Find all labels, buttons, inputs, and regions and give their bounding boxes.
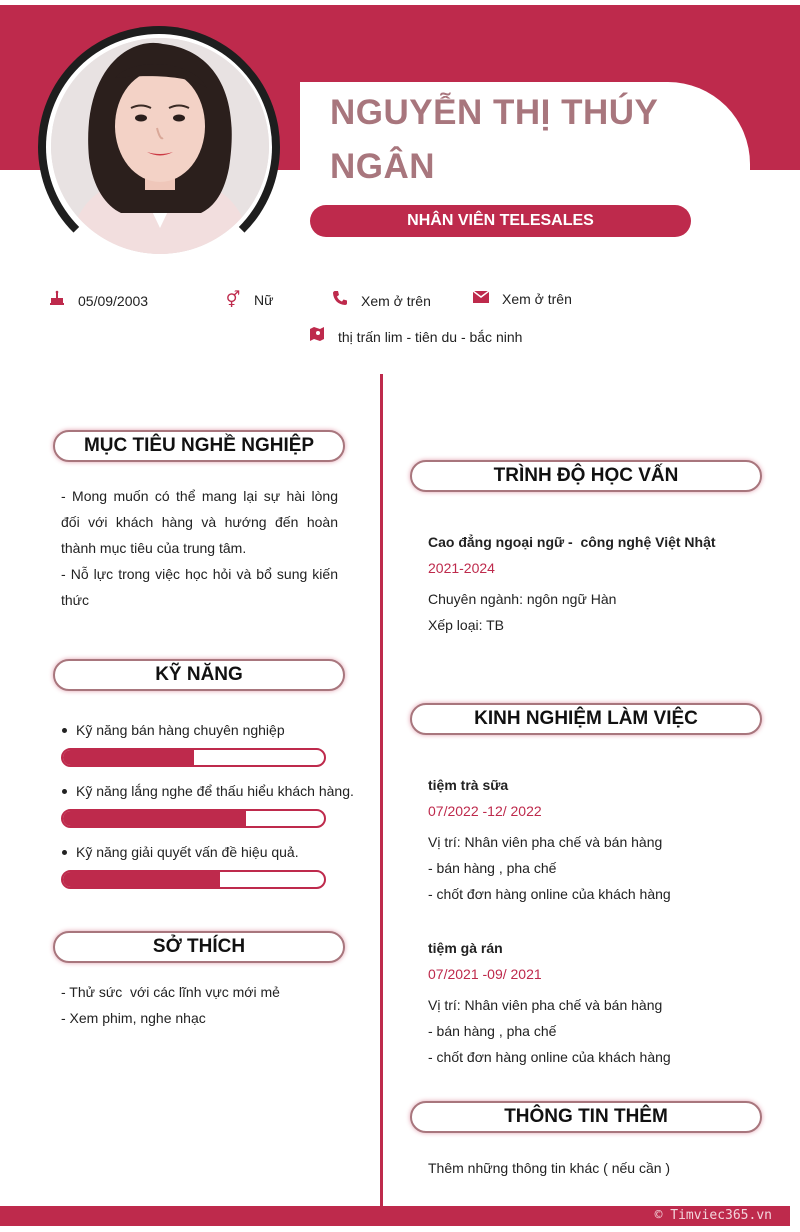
- address-value: thị trấn lim - tiên du - bắc ninh: [338, 328, 523, 345]
- email-row: [472, 290, 572, 308]
- additional-info-text: Thêm những thông tin khác ( nếu cần ): [428, 1160, 671, 1176]
- phone-icon: [331, 290, 349, 311]
- gender-row: [224, 290, 273, 310]
- education-period: 2021-2024: [428, 560, 495, 576]
- job-detail: - chốt đơn hàng online của khách hàng: [428, 886, 671, 902]
- skill-label: Kỹ năng lắng nghe để thấu hiểu khách hàng.: [76, 783, 354, 799]
- job-period: 07/2021 -09/ 2021: [428, 966, 542, 982]
- objective-heading: MỤC TIÊU NGHỀ NGHIỆP: [53, 430, 345, 462]
- birthday-row: [48, 290, 148, 311]
- education-heading: TRÌNH ĐỘ HỌC VẤN: [410, 460, 762, 492]
- education-block: [428, 529, 768, 638]
- skill-bar: [61, 809, 326, 828]
- company-name: tiệm gà rán: [428, 940, 503, 956]
- gender-value: Nữ: [254, 292, 274, 308]
- skill-item: [62, 844, 299, 860]
- avatar: [51, 38, 269, 254]
- candidate-name: NGUYỄN THỊ THÚY NGÂN: [330, 93, 658, 186]
- map-icon: [308, 326, 326, 347]
- skill-bar-fill: [63, 811, 246, 826]
- hobbies-heading: SỞ THÍCH: [53, 931, 345, 963]
- skill-bar: [61, 870, 326, 889]
- bullet-icon: [62, 789, 67, 794]
- skill-item: [62, 722, 285, 738]
- education-detail: Xếp loại: TB: [428, 617, 505, 633]
- skill-bar-fill: [63, 750, 194, 765]
- column-divider: [380, 374, 383, 1206]
- bullet-icon: [62, 850, 67, 855]
- objective-body: - Mong muốn có thể mang lại sự hài lòng đối với khách hàng và hướng đến hoàn thành mục tiêu của trung tâm. - Nỗ lực trong việc học hỏi và bổ sung kiến thức: [61, 488, 338, 608]
- job-detail: - bán hàng , pha chế: [428, 860, 557, 876]
- skill-bar-fill: [63, 872, 220, 887]
- objective-text: [61, 483, 338, 613]
- skill-label: Kỹ năng bán hàng chuyên nghiệp: [76, 722, 285, 738]
- skills-heading: KỸ NĂNG: [53, 659, 345, 691]
- hobbies-list: [61, 979, 338, 1031]
- skill-label: Kỹ năng giải quyết vấn đề hiệu quả.: [76, 844, 299, 860]
- watermark: © Timviec365.vn: [654, 1208, 772, 1223]
- hobby-item: - Xem phim, nghe nhạc: [61, 1010, 206, 1026]
- birthday-value: 05/09/2003: [78, 292, 149, 309]
- bullet-icon: [62, 728, 67, 733]
- email-value: Xem ở trên: [502, 291, 572, 307]
- additional-info-heading: THÔNG TIN THÊM: [410, 1101, 762, 1133]
- experience-heading: KINH NGHIỆM LÀM VIỆC: [410, 703, 762, 735]
- school-name: Cao đẳng ngoại ngữ - công nghệ Việt Nhật: [428, 534, 716, 550]
- job-detail: Vị trí: Nhân viên pha chế và bán hàng: [428, 834, 663, 850]
- skill-bar: [61, 748, 326, 767]
- phone-value: Xem ở trên: [361, 292, 431, 309]
- cake-icon: [48, 290, 66, 311]
- job-detail: Vị trí: Nhân viên pha chế và bán hàng: [428, 997, 663, 1013]
- address-row: [308, 326, 522, 347]
- gender-icon: ⚥: [225, 292, 241, 309]
- envelope-icon: [472, 290, 490, 308]
- job-title-badge: NHÂN VIÊN TELESALES: [310, 205, 691, 237]
- hobby-item: - Thử sức với các lĩnh vực mới mẻ: [61, 984, 280, 1000]
- phone-row: [331, 290, 431, 311]
- job-period: 07/2022 -12/ 2022: [428, 803, 542, 819]
- job-detail: - bán hàng , pha chế: [428, 1023, 557, 1039]
- footer-bar: [0, 1206, 790, 1226]
- company-name: tiệm trà sữa: [428, 777, 509, 793]
- education-detail: Chuyên ngành: ngôn ngữ Hàn: [428, 591, 617, 607]
- experience-item: [428, 772, 768, 907]
- skill-item: [62, 783, 354, 799]
- job-detail: - chốt đơn hàng online của khách hàng: [428, 1049, 671, 1065]
- experience-item: [428, 935, 768, 1070]
